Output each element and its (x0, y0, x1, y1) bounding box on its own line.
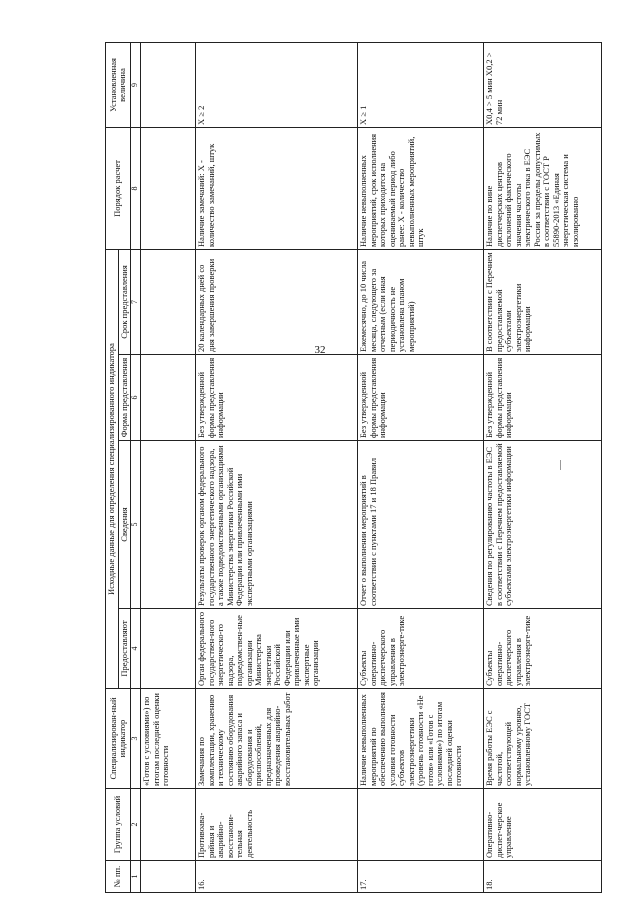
cell-indicator: Наличие невыполненных мероприятий по обеспечению выполнения условия готовности субъектов электроэнергетики (уровень готовности «Не готов» или «Готов с условиями») по итогам последней оценки готовности (357, 689, 483, 789)
cell-provider: Субъекты оперативно-диспетчерского управления в электроэнерге-тике (483, 609, 601, 689)
column-number: 8 (131, 127, 141, 249)
cell-provider: Орган федерального государствен-ного энергетическо-го надзора, подведомствен-ные организации Министерства энергетики Российской Федерации или привлеченные ими экспертные организации (195, 609, 357, 689)
cell-group: Оперативно-диспет-черское управление (483, 789, 601, 861)
cell-deadline: В соответствии с Перечнем предоставляемой субъектами электроэнергетики информации (483, 249, 601, 354)
cell-calc: Наличие по вине диспетчерских центров отклонений фактического значения частоты электрического тока в ЕЭС России за пределы допустимых в соответствии с ГОСТ Р 55890-2013 «Единая энергетическая система и изолированно (483, 127, 601, 249)
column-number: 6 (131, 355, 141, 441)
column-number: 3 (131, 689, 141, 789)
header-indicator: Специализирован-ный индикатор (106, 689, 131, 789)
cell-calc: Наличие замечаний: X - количество замечаний, штук (195, 127, 357, 249)
cell-provider (140, 609, 195, 689)
indicator-table (105, 42, 602, 893)
column-number: 9 (131, 42, 141, 127)
table-row-17 (357, 42, 483, 892)
cell-calc: Наличие невыполненных мероприятий, срок исполнения которых приходится на оцениваемый период либо ранее: X - количество невыполненных мероприятий, штук (357, 127, 483, 249)
cell-deadline (140, 249, 195, 354)
header-num: № пп. (106, 861, 131, 893)
cell-form: Без утвержденной формы представления информации (357, 355, 483, 441)
cell-calc (140, 127, 195, 249)
rotated-table-container (105, 43, 580, 893)
cell-deadline: 20 календарных дней со дня завершения проверки (195, 249, 357, 354)
cell-form: Без утвержденной формы представления информации (483, 355, 601, 441)
cell-info: Результаты проверок органом федерального государственного энергетического надзора, а также подведомственными организациями Министерства энергетики Российской Федерации или привлеченными ими экспертными организациями (195, 441, 357, 609)
column-number: 4 (131, 609, 141, 689)
cell-info: Отчет о выполнении мероприятий в соответствии с пунктами 17 и 18 Правил (357, 441, 483, 609)
page-number: 32 (314, 344, 326, 356)
cell-value: X0,4 > 5 мин X0,2 > 72 мин (483, 42, 601, 127)
cell-indicator: Время работы ЕЭС с частотой, соответствующей нормальному уровню, установленному ГОСТ (483, 689, 601, 789)
cell-num: 17. (357, 861, 483, 893)
cell-value (140, 42, 195, 127)
cell-indicator: «Готов с условиями») по итогам последней оценки готовности (140, 689, 195, 789)
header-calc: Порядок расчет (106, 127, 131, 249)
table-row-18 (483, 42, 601, 892)
header-source-data: Исходные данные для определения специализированного индикатора (106, 249, 119, 688)
cell-indicator: Замечания по комплектации, хранению и техническому состоянию оборудования аварийного запаса и оборудования и приспособлений, предназначенных для проведения аварийно-восстановительных работ (195, 689, 357, 789)
header-info: Сведения (118, 441, 131, 609)
header-form: Форма представления (118, 355, 131, 441)
cell-value: X ≥ 2 (195, 42, 357, 127)
cell-num (140, 861, 195, 893)
cell-num: 18. (483, 861, 601, 893)
column-number: 7 (131, 249, 141, 354)
column-number: 5 (131, 441, 141, 609)
column-number-row (131, 42, 141, 892)
header-value: Установленная величина (106, 42, 131, 127)
cell-value: X ≥ 1 (357, 42, 483, 127)
cell-deadline: Ежемесячно, до 10 числа месяца, следующего за отчетным (если иная периодичность не установлена планом мероприятий) (357, 249, 483, 354)
table-row-continuation (140, 42, 195, 892)
column-number: 2 (131, 789, 141, 861)
cell-group (357, 789, 483, 861)
cell-provider: Субъекты оперативно-диспетчерского управления в электроэнерге-тике (357, 609, 483, 689)
header-group: Группа условий (106, 789, 131, 861)
cell-group (140, 789, 195, 861)
cell-info: Сведения по регулированию частоты в ЕЭС в соответствии с Перечнем предоставляемой субъектами электроэнергетики информации (483, 441, 601, 609)
cell-form: Без утвержденной формы представления информации (195, 355, 357, 441)
table-row-16 (195, 42, 357, 892)
cell-form (140, 355, 195, 441)
column-number: 1 (131, 861, 141, 893)
cell-group: Противоава-рийная и аварийно-восстанови-тельная деятельность (195, 789, 357, 861)
cell-num: 16. (195, 861, 357, 893)
cell-info (140, 441, 195, 609)
header-row-1 (106, 42, 119, 892)
header-provider: Предоставляют (118, 609, 131, 689)
header-deadline: Срок представления (118, 249, 131, 354)
